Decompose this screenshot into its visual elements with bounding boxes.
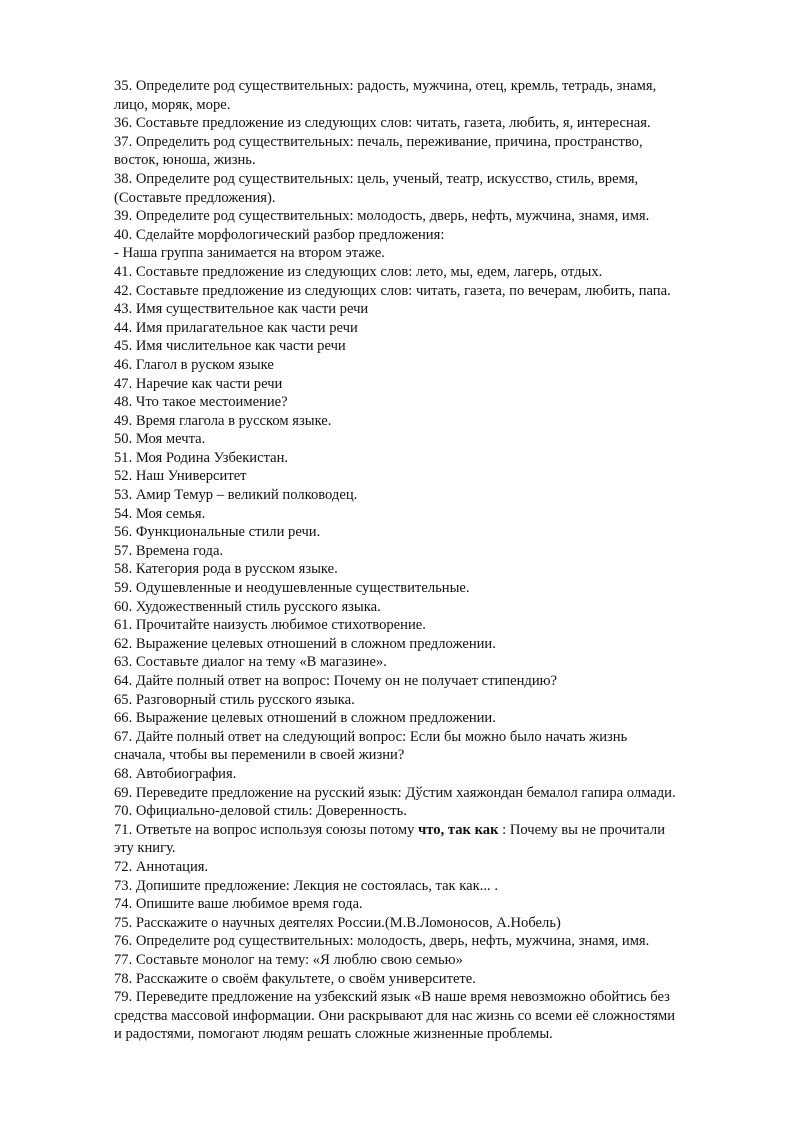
text-line: 42. Составьте предложение из следующих слов: читать, газета, по вечерам, любить, папа.	[114, 282, 671, 299]
text-line: 61. Прочитайте наизусть любимое стихотворение.	[114, 617, 426, 634]
text-line: 67. Дайте полный ответ на следующий вопрос: Если бы можно было начать жизнь	[114, 728, 628, 745]
text-line: 60. Художественный стиль русского языка.	[114, 598, 381, 615]
text-line: 36. Составьте предложение из следующих слов: читать, газета, любить, я, интересная.	[114, 115, 651, 132]
line-71-suffix: : Почему вы не прочитали	[498, 821, 666, 838]
text-line: (Составьте предложения).	[114, 189, 276, 206]
text-line: эту книгу.	[114, 840, 176, 857]
text-line: 46. Глагол в руском языке	[114, 356, 274, 373]
text-line: 66. Выражение целевых отношений в сложном предложении.	[114, 710, 496, 727]
text-line: 77. Составьте монолог на тему: «Я люблю свою семью»	[114, 951, 463, 968]
text-line-71	[114, 821, 754, 840]
text-line: 69. Переведите предложение на русский язык: Дўстим хаяжондан бемалол гапира олмади.	[114, 784, 676, 801]
text-line: 44. Имя прилагательное как части речи	[114, 319, 358, 336]
line-71-prefix: 71. Ответьте на вопрос используя союзы потому	[114, 821, 419, 838]
text-line: - Наша группа занимается на втором этаже.	[114, 245, 385, 262]
text-line: 35. Определите род существительных: радость, мужчина, отец, кремль, тетрадь, знамя,	[114, 78, 657, 94]
text-line: 74. Опишите ваше любимое время года.	[114, 896, 363, 913]
text-line: 68. Автобиография.	[114, 765, 237, 782]
text-line: 73. Допишите предложение: Лекция не состоялась, так как... .	[114, 877, 498, 894]
text-line: 40. Сделайте морфологический разбор предложения:	[114, 226, 445, 243]
text-line: 75. Расскажите о научных деятелях России.(М.В.Ломоносов, А.Нобель)	[114, 914, 561, 931]
text-line: 65. Разговорный стиль русского языка.	[114, 691, 355, 708]
document-page	[114, 77, 754, 1044]
text-line: 56. Функциональные стили речи.	[114, 524, 321, 541]
text-line: 58. Категория рода в русском языке.	[114, 561, 338, 578]
text-line: лицо, моряк, море.	[114, 96, 231, 113]
text-line: 48. Что такое местоимение?	[114, 394, 288, 411]
text-line: средства массовой информации. Они раскрывают для нас жизнь со всеми её сложностями	[114, 1007, 676, 1024]
text-line: 49. Время глагола в русском языке.	[114, 412, 332, 429]
text-line: 76. Определите род существительных: молодость, дверь, нефть, мужчина, знамя, имя.	[114, 933, 650, 950]
text-line: 43. Имя существительное как части речи	[114, 301, 369, 318]
text-line: 52. Наш Университет	[114, 468, 247, 485]
text-line: 39. Определите род существительных: молодость, дверь, нефть, мужчина, знамя, имя.	[114, 208, 650, 225]
text-line: 63. Составьте диалог на тему «В магазине».	[114, 654, 387, 671]
text-line: 62. Выражение целевых отношений в сложном предложении.	[114, 635, 496, 652]
text-line: 50. Моя мечта.	[114, 431, 206, 448]
text-line: сначала, чтобы вы переменили в своей жизни?	[114, 747, 405, 764]
line-71-bold-conjunctions: что, так как	[418, 821, 499, 838]
text-line: 38. Определите род существительных: цель, ученый, театр, искусство, стиль, время,	[114, 170, 639, 187]
text-line: и радостями, помогают людям решать сложные жизненные проблемы.	[114, 1026, 553, 1043]
text-line: 53. Амир Темур – великий полководец.	[114, 487, 358, 504]
text-line: 78. Расскажите о своём факультете, о своём университете.	[114, 970, 476, 987]
text-line: 64. Дайте полный ответ на вопрос: Почему он не получает стипендию?	[114, 673, 558, 689]
text-line: 57. Времена года.	[114, 542, 224, 559]
text-line: 37. Определить род существительных: печаль, переживание, причина, пространство,	[114, 133, 643, 150]
text-line: 47. Наречие как части речи	[114, 375, 283, 392]
text-line: 54. Моя семья.	[114, 505, 206, 522]
text-line: восток, юноша, жизнь.	[114, 152, 256, 169]
text-line: 59. Одушевленные и неодушевленные существительные.	[114, 580, 470, 597]
text-line: 41. Составьте предложение из следующих слов: лето, мы, едем, лагерь, отдых.	[114, 263, 603, 280]
text-line: 70. Официально-деловой стиль: Доверенность.	[114, 803, 407, 820]
text-line: 72. Аннотация.	[114, 858, 209, 875]
text-line: 79. Переведите предложение на узбекский язык «В наше время невозможно обойтись без	[114, 989, 670, 1006]
text-line: 51. Моя Родина Узбекистан.	[114, 449, 289, 466]
text-line: 45. Имя числительное как части речи	[114, 338, 346, 355]
